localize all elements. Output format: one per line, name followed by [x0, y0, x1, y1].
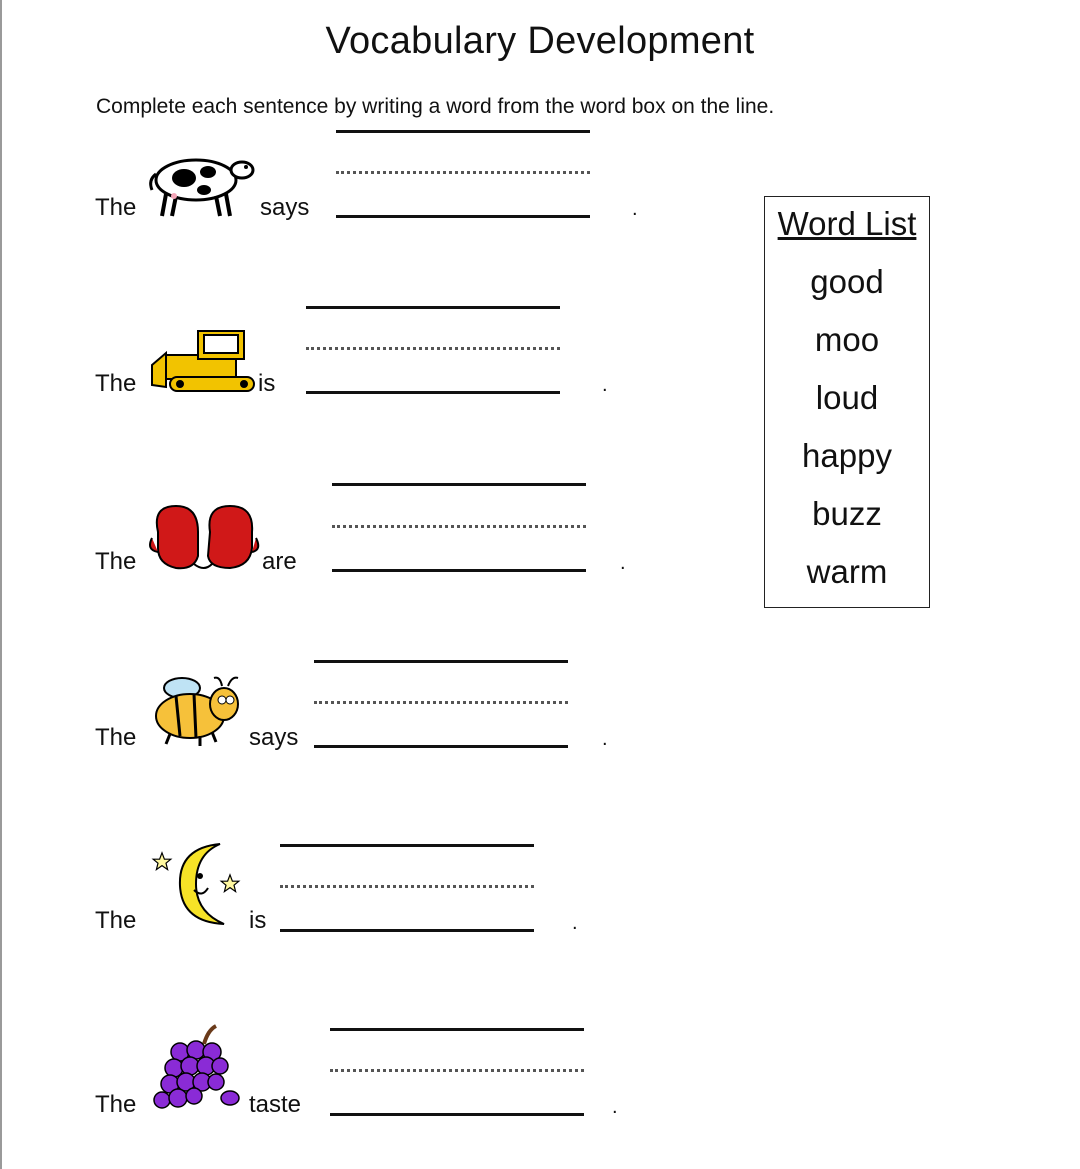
- sentence-start: The: [95, 194, 137, 221]
- word-list-item: warm: [806, 553, 888, 590]
- page-edge: [0, 0, 2, 1169]
- sentence-start: The: [95, 548, 137, 575]
- writing-line-base[interactable]: [306, 391, 560, 394]
- writing-line-base[interactable]: [336, 215, 590, 218]
- sentence-period: .: [612, 1096, 618, 1118]
- sentence-period: .: [602, 728, 608, 750]
- sentence-verb: says: [249, 724, 299, 751]
- mittens-icon: [148, 502, 260, 572]
- sentence-verb: says: [260, 194, 310, 221]
- sentence-verb: is: [249, 907, 267, 934]
- writing-line-midline[interactable]: [336, 171, 590, 174]
- sentence-verb: is: [258, 370, 276, 397]
- word-list-item: loud: [815, 379, 879, 416]
- sentence-start: The: [95, 724, 137, 751]
- writing-line-midline[interactable]: [314, 701, 568, 704]
- bee-icon: [150, 672, 245, 750]
- writing-line-base[interactable]: [330, 1113, 584, 1116]
- instructions-text: Complete each sentence by writing a word from the word box on the line.: [96, 95, 775, 118]
- writing-line-base[interactable]: [280, 929, 534, 932]
- moon-icon: [150, 838, 245, 930]
- writing-line-midline[interactable]: [280, 885, 534, 888]
- writing-line-top[interactable]: [336, 130, 590, 133]
- sentence-verb: taste: [249, 1091, 302, 1118]
- word-list-item: buzz: [812, 495, 882, 532]
- sentence-period: .: [632, 198, 638, 220]
- word-list-title: Word List: [777, 205, 917, 242]
- writing-line-top[interactable]: [330, 1028, 584, 1031]
- writing-line-midline[interactable]: [306, 347, 560, 350]
- bulldozer-icon: [148, 325, 258, 395]
- sentence-verb: are: [262, 548, 297, 575]
- writing-line-base[interactable]: [332, 569, 586, 572]
- writing-line-top[interactable]: [280, 844, 534, 847]
- word-list-item: good: [810, 263, 884, 300]
- sentence-start: The: [95, 1091, 137, 1118]
- writing-line-top[interactable]: [314, 660, 568, 663]
- writing-line-top[interactable]: [332, 483, 586, 486]
- sentence-period: .: [602, 374, 608, 396]
- writing-line-midline[interactable]: [330, 1069, 584, 1072]
- sentence-start: The: [95, 907, 137, 934]
- writing-line-top[interactable]: [306, 306, 560, 309]
- word-list-box: [764, 196, 930, 608]
- sentence-start: The: [95, 370, 137, 397]
- grapes-icon: [150, 1022, 245, 1114]
- sentence-period: .: [620, 552, 626, 574]
- writing-line-base[interactable]: [314, 745, 568, 748]
- word-list-item: moo: [814, 321, 880, 358]
- word-list-item: happy: [802, 437, 892, 474]
- writing-line-midline[interactable]: [332, 525, 586, 528]
- cow-icon: [146, 150, 256, 220]
- page-title: Vocabulary Development: [325, 20, 755, 62]
- sentence-period: .: [572, 912, 578, 934]
